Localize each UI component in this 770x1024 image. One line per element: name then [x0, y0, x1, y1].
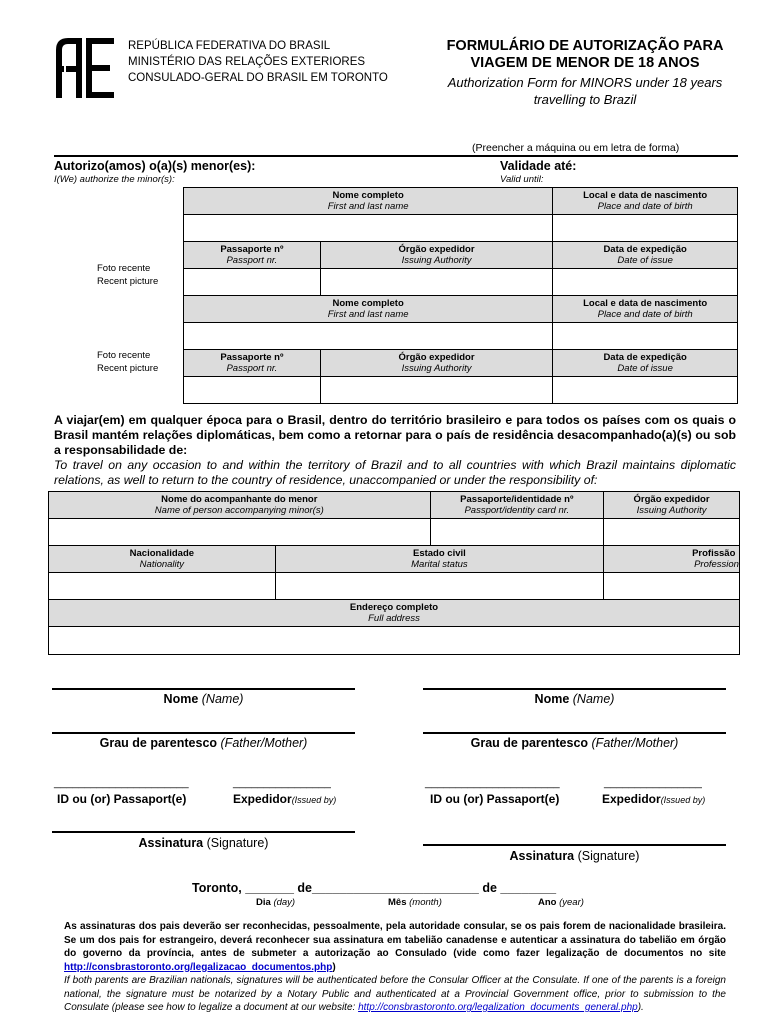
minor-1-name-field[interactable] — [184, 215, 553, 242]
consulate-logo — [54, 36, 116, 100]
issuer-label-right: Expedidor(Issued by) — [602, 792, 706, 806]
month-label: Mês (month) — [388, 897, 442, 908]
footer-note-pt — [64, 920, 726, 974]
minor-1-birth-field[interactable] — [553, 215, 738, 242]
year-label: Ano (year) — [538, 897, 584, 908]
id-dash-right[interactable]: ______________________ — [425, 777, 560, 789]
minor-1-authority-field[interactable] — [320, 269, 553, 296]
name-line-left[interactable] — [52, 688, 355, 690]
companion-authority-field[interactable] — [604, 519, 740, 546]
year-blank[interactable]: ________ — [500, 881, 557, 895]
day-blank[interactable]: _______ — [245, 881, 294, 895]
col-passport: Passaporte nº Passport nr. — [184, 242, 321, 269]
authorize-label: Autorizo(amos) o(a)(s) menor(es): — [54, 159, 256, 173]
minor-1-issue-field[interactable] — [553, 269, 738, 296]
day-label: Dia (day) — [256, 897, 296, 908]
col-full-name: Nome completo First and last name — [184, 296, 553, 323]
kin-line-left[interactable] — [52, 732, 355, 734]
col-nationality: Nacionalidade Nationality — [49, 546, 276, 573]
signature-label-right: Assinatura (Signature) — [509, 849, 640, 863]
month-blank[interactable]: ________________________ — [311, 881, 479, 895]
kin-label-right: Grau de parentesco (Father/Mother) — [470, 736, 679, 750]
travel-text-pt: A viajar(em) em qualquer época para o Brasil, dentro do território brasileiro e para todos os países com os quais o Brasil mantém relações diplomáticas, bem como a retornar para o país de residência desacompanhado(a)(s) ou sob a responsabilidade de: — [54, 413, 736, 457]
photo-label-2 — [97, 349, 158, 375]
col-passport: Passaporte nº Passport nr. — [184, 350, 321, 377]
kin-label-left: Grau de parentesco (Father/Mother) — [99, 736, 308, 750]
col-marital-status: Estado civil Marital status — [275, 546, 603, 573]
gov-line: REPÚBLICA FEDERATIVA DO BRASIL — [128, 40, 331, 52]
issuer-dash-right[interactable]: ________________ — [604, 777, 702, 789]
name-label-right: Nome (Name) — [534, 692, 615, 706]
minor-2-issue-field[interactable] — [553, 377, 738, 404]
footer-text-en: If both parents are Brazilian nationals, signatures will be authenticated before the Consular Officer at the Consulate. If one of the parents is a foreign national, the signature must be notarized by a Notary Public and authenticated at a Provincial Government office, prior to submission to the Consulate (please see how to legalize a document at our website: — [64, 975, 726, 1013]
title-en-2: travelling to Brazil — [533, 92, 637, 107]
legalization-link-pt[interactable]: http://consbrastoronto.org/legalizacao_documentos.php — [64, 961, 333, 973]
col-address: Endereço completo Full address — [49, 600, 740, 627]
de-connector: de — [297, 881, 312, 895]
col-authority: Órgão expedidor Issuing Authority — [320, 350, 553, 377]
companion-profession-field[interactable] — [604, 573, 740, 600]
signature-label-left: Assinatura (Signature) — [138, 836, 269, 850]
travel-statement — [54, 413, 736, 488]
companion-passport-field[interactable] — [430, 519, 604, 546]
title-pt-1: FORMULÁRIO DE AUTORIZAÇÃO PARA — [446, 38, 724, 54]
issuer-dash-left[interactable]: ________________ — [233, 777, 331, 789]
validity-label: Validade até: — [500, 159, 577, 173]
col-profession: Profissão Profession — [604, 546, 740, 573]
kin-line-right[interactable] — [423, 732, 726, 734]
city-label: Toronto, — [192, 881, 242, 895]
signature-line-right[interactable] — [423, 844, 726, 846]
top-rule — [54, 155, 738, 157]
footer-note-en — [64, 974, 726, 1015]
legalization-link-en[interactable]: http://consbrastoronto.org/legalization_documents_general.php — [358, 1002, 638, 1013]
date-line — [192, 881, 556, 895]
name-label-left: Nome (Name) — [163, 692, 244, 706]
companion-address-field[interactable] — [49, 627, 740, 655]
companion-name-field[interactable] — [49, 519, 431, 546]
col-companion-authority: Órgão expedidor Issuing Authority — [604, 492, 740, 519]
minor-2-name-field[interactable] — [184, 323, 553, 350]
gov-line: CONSULADO-GERAL DO BRASIL EM TORONTO — [128, 72, 388, 84]
photo-label-pt: Foto recente — [97, 263, 151, 274]
col-full-name: Nome completo First and last name — [184, 188, 553, 215]
col-birth: Local e data de nascimento Place and date of birth — [553, 188, 738, 215]
col-companion-passport: Passaporte/identidade nº Passport/identity card nr. — [430, 492, 604, 519]
photo-label-1 — [97, 262, 158, 288]
signature-line-left[interactable] — [52, 831, 355, 833]
companion-nationality-field[interactable] — [49, 573, 276, 600]
col-issue-date: Data de expedição Date of issue — [553, 242, 738, 269]
minor-1-passport-field[interactable] — [184, 269, 321, 296]
companion-table — [48, 491, 740, 655]
id-label-right: ID ou (or) Passaport(e) — [430, 792, 560, 806]
authorize-label-block — [54, 159, 255, 185]
minor-2-passport-field[interactable] — [184, 377, 321, 404]
col-birth: Local e data de nascimento Place and date of birth — [553, 296, 738, 323]
id-dash-left[interactable]: ______________________ — [54, 777, 189, 789]
footer-close-en: ). — [637, 1002, 644, 1013]
issuer-label-left: Expedidor(Issued by) — [233, 792, 337, 806]
footer-notes — [64, 920, 726, 1015]
gov-line: MINISTÉRIO DAS RELAÇÕES EXTERIORES — [128, 56, 366, 68]
col-companion-name: Nome do acompanhante do menor Name of person accompanying minor(s) — [49, 492, 431, 519]
minor-2-birth-field[interactable] — [553, 323, 738, 350]
form-title — [430, 38, 740, 108]
col-authority: Órgão expedidor Issuing Authority — [320, 242, 553, 269]
companion-marital-field[interactable] — [275, 573, 603, 600]
title-pt-2: VIAGEM DE MENOR DE 18 ANOS — [470, 55, 700, 71]
government-header — [128, 38, 388, 86]
authorize-label-en: I(We) authorize the minor(s): — [54, 174, 175, 185]
photo-label-pt: Foto recente — [97, 350, 151, 361]
id-label-left: ID ou (or) Passaport(e) — [57, 792, 187, 806]
title-en-1: Authorization Form for MINORS under 18 years — [447, 75, 723, 90]
footer-close-pt: ) — [332, 961, 336, 973]
de-connector: de — [482, 881, 497, 895]
photo-label-en: Recent picture — [97, 276, 159, 287]
col-issue-date: Data de expedição Date of issue — [553, 350, 738, 377]
travel-text-en: To travel on any occasion to and within the territory of Brazil and to all countries with which Brazil maintains diplomatic relations, as well to return to the country of residence, unaccompanied or under the responsibility of: — [54, 458, 736, 487]
footer-text-pt: As assinaturas dos pais deverão ser reconhecidas, pessoalmente, pela autoridade consular, se os pais forem de nacionalidade brasileira. Se um dos pais for estrangeiro, deverá reconhecer sua assinatura em tabelião canadense e autenticar a assinatura do tabelião em órgão do governo da província, antes de submeter a autorização ao Consulado (vide como fazer legalização de documentos no site — [64, 921, 726, 959]
fill-instruction: (Preencher a máquina ou em letra de forma) — [472, 142, 680, 154]
validity-label-block — [500, 159, 576, 185]
minor-table — [183, 187, 738, 404]
validity-label-en: Valid until: — [500, 174, 544, 185]
name-line-right[interactable] — [423, 688, 726, 690]
photo-label-en: Recent picture — [97, 363, 159, 374]
minor-2-authority-field[interactable] — [320, 377, 553, 404]
